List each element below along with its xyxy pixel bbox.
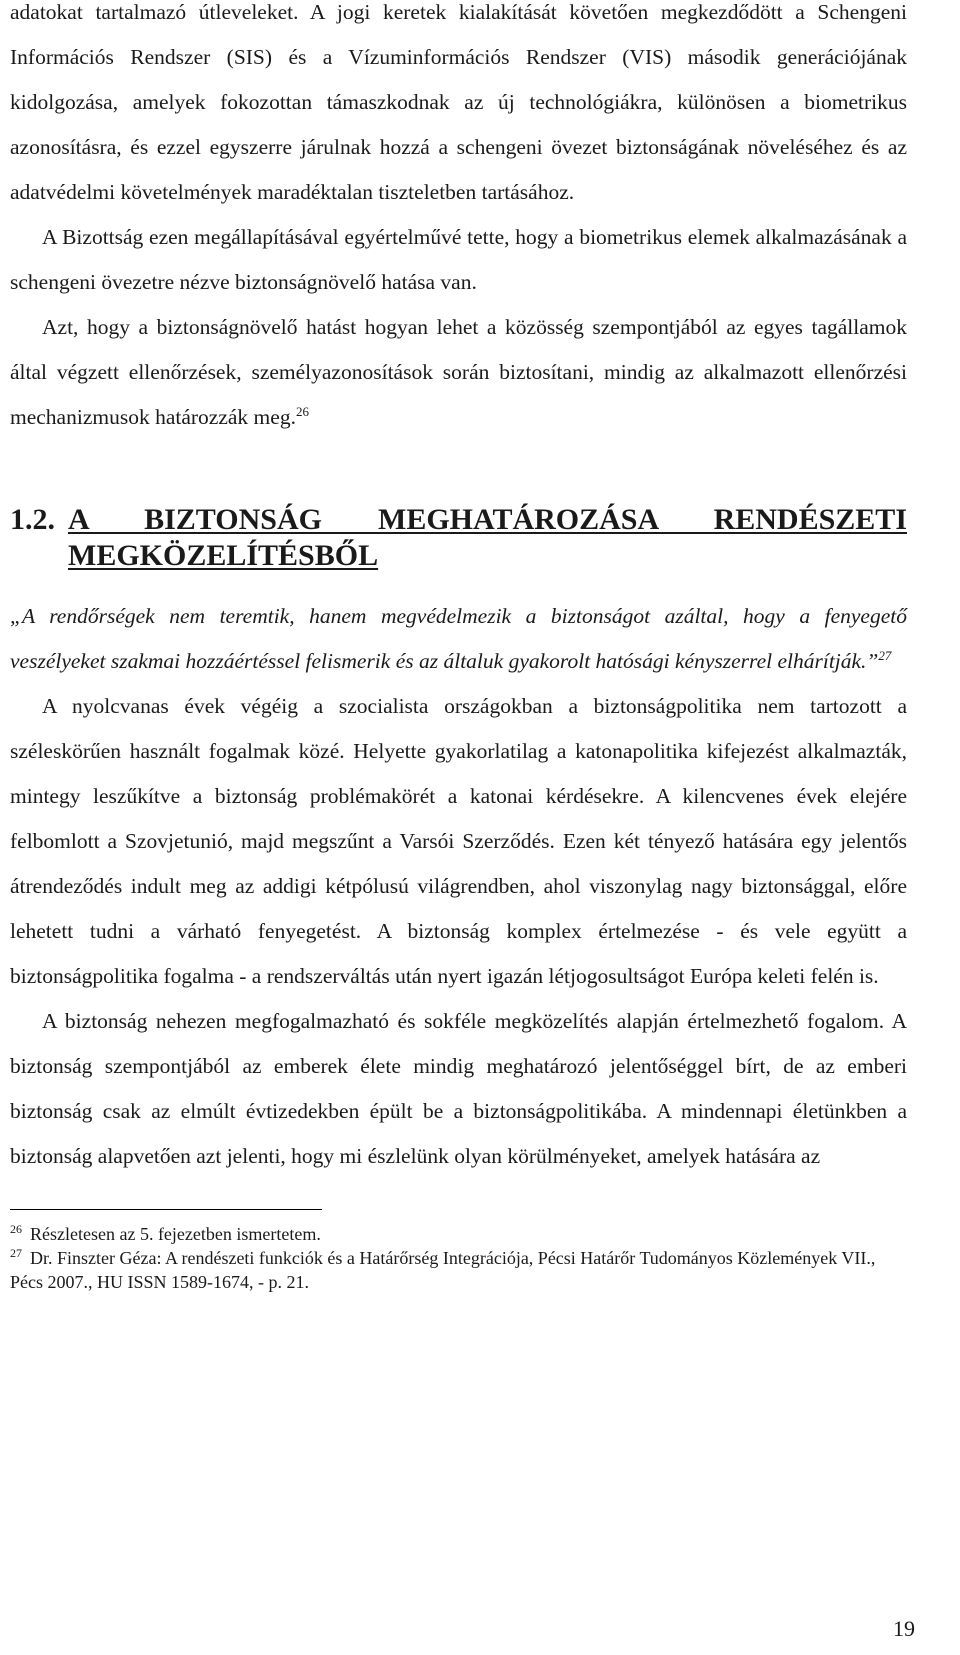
paragraph-control-mechanisms xyxy=(10,305,907,440)
footnote-number: 26 xyxy=(10,1222,22,1236)
section-heading xyxy=(10,502,907,574)
paragraph-continuation: adatokat tartalmazó útleveleket. A jogi keretek kialakítását követően megkezdődött a Schengeni Információs Rendszer (SIS) és a Vízuminformációs Rendszer (VIS) második generációjának kidolgozása, amelyek fokozottan támaszkodnak az új technológiákra, különösen a biometrikus azonosításra, és ezzel egyszerre járulnak hozzá a schengeni övezet biztonságának növeléséhez és az adatvédelmi követelmények maradéktalan tiszteletben tartásához. xyxy=(10,0,907,204)
page-number: 19 xyxy=(893,1616,915,1641)
footnote-number: 27 xyxy=(10,1246,22,1260)
section-title: A BIZTONSÁG MEGHATÁROZÁSA RENDÉSZETI MEGKÖZELÍTÉSBŐL xyxy=(68,503,907,572)
paragraph-text: Azt, hogy a biztonságnövelő hatást hogyan lehet a közösség szempontjából az egyes tagállamok által végzett ellenőrzések, személyazonosítások során biztosítani, mindig az alkalmazott ellenőrzési mechanizmusok határozzák meg. xyxy=(10,315,907,429)
footnote-text: Dr. Finszter Géza: A rendészeti funkciók és a Határőrség Integrációja, Pécsi Határőr Tudományos Közlemények VII., Pécs 2007., HU ISSN 1589-1674, - p. 21. xyxy=(10,1248,876,1292)
footnote-27 xyxy=(10,1246,907,1294)
paragraph-security-concept: A biztonság nehezen megfogalmazható és sokféle megközelítés alapján értelmezhető fogalom. A biztonság szempontjából az emberek élete mindig meghatározó jelentőséggel bírt, de az emberi biztonság csak az elmúlt évtizedekben épült be a biztonságpolitikába. A mindennapi életünkben a biztonság alapvetően azt jelenti, hogy mi észlelünk olyan körülményeket, amelyek hatására az xyxy=(10,1009,907,1168)
footnote-26 xyxy=(10,1222,907,1246)
paragraph-commission-finding: A Bizottság ezen megállapításával egyértelművé tette, hogy a biometrikus elemek alkalmazásának a schengeni övezetre nézve biztonságnövelő hatása van. xyxy=(10,225,907,294)
section-number: 1.2. xyxy=(10,503,55,536)
paragraph-eighties: A nyolcvanas évek végéig a szocialista országokban a biztonságpolitika nem tartozott a széleskörűen használt fogalmak közé. Helyette gyakorlatilag a katonapolitika kifejezést alkalmazták, mintegy leszűkítve a biztonság problémakörét a katonai kérdésekre. A kilencvenes évek elejére felbomlott a Szovjetunió, majd megszűnt a Varsói Szerződés. Ezen két tényező hatására egy jelentős átrendeződés indult meg az addigi kétpólusú világrendben, ahol viszonylag nagy biztonsággal, előre lehetett tudni a várható fenyegetést. A biztonság komplex értelmezése - és vele együtt a biztonságpolitika fogalma - a rendszerváltás után nyert igazán létjogosultságot Európa keleti felén is. xyxy=(10,694,907,988)
footnotes xyxy=(10,1222,907,1294)
footnote-ref-27[interactable]: 27 xyxy=(878,647,892,663)
quote-text: „A rendőrségek nem teremtik, hanem megvédelmezik a biztonságot azáltal, hogy a fenyegető veszélyeket szakmai hozzáértéssel felismerik és az általuk gyakorolt hatósági kényszerrel elhárítják.” xyxy=(10,604,907,673)
footnote-separator xyxy=(10,1209,322,1210)
document-page xyxy=(10,0,907,1294)
footnote-ref-26[interactable]: 26 xyxy=(295,403,309,419)
footnote-text: Részletesen az 5. fejezetben ismertetem. xyxy=(30,1224,321,1244)
quote-block xyxy=(10,594,907,684)
